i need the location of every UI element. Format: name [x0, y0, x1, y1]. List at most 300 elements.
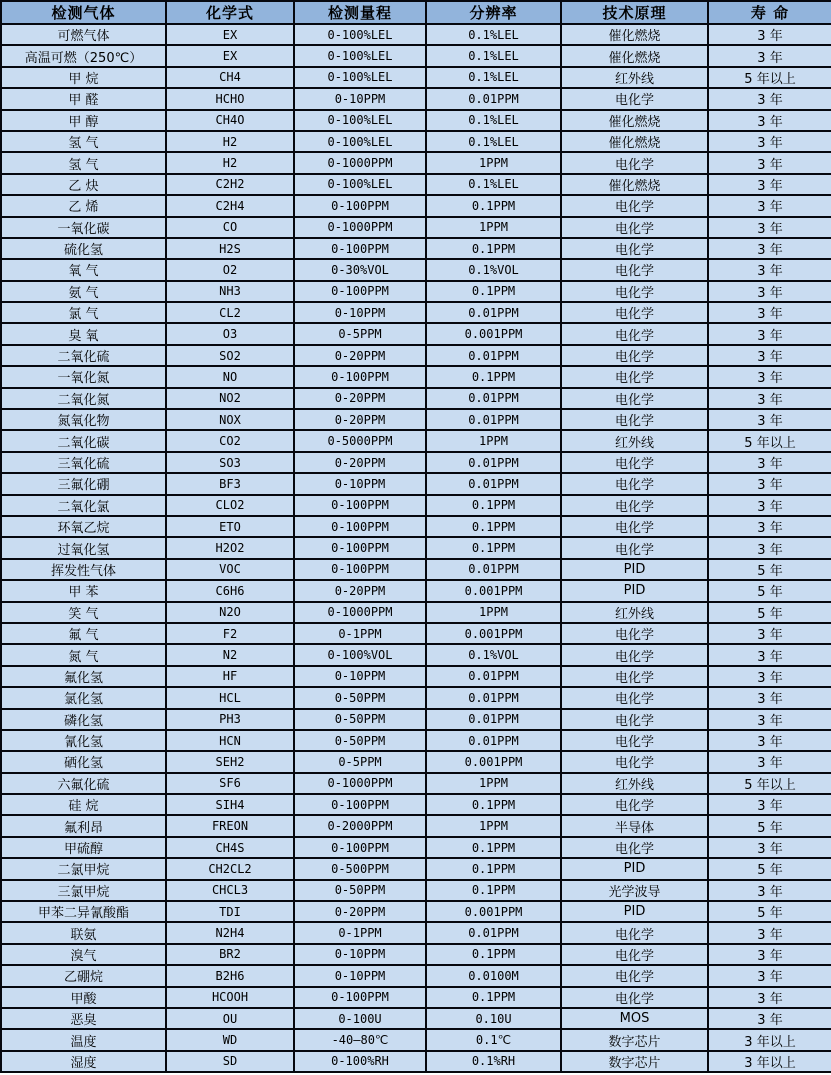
- cell-gas: 硅 烷: [1, 794, 166, 815]
- cell-gas: 一氧化碳: [1, 217, 166, 238]
- column-header-resolution: 分辨率: [426, 1, 561, 24]
- table-header: [1, 1, 831, 24]
- cell-range: 0-100U: [294, 1008, 426, 1029]
- cell-formula: SEH2: [166, 751, 294, 772]
- cell-resolution: 0.01PPM: [426, 687, 561, 708]
- cell-principle: 半导体: [561, 815, 708, 836]
- cell-lifespan: 5 年以上: [708, 67, 831, 88]
- cell-lifespan: 3 年: [708, 281, 831, 302]
- cell-gas: 过氧化氢: [1, 537, 166, 558]
- cell-principle: 催化燃烧: [561, 131, 708, 152]
- cell-formula: H2O2: [166, 537, 294, 558]
- table-row: [1, 67, 831, 88]
- cell-formula: SF6: [166, 773, 294, 794]
- cell-range: 0-100PPM: [294, 195, 426, 216]
- cell-lifespan: 3 年: [708, 880, 831, 901]
- cell-principle: 催化燃烧: [561, 110, 708, 131]
- cell-principle: 电化学: [561, 388, 708, 409]
- cell-principle: 电化学: [561, 452, 708, 473]
- cell-resolution: 1PPM: [426, 602, 561, 623]
- cell-lifespan: 3 年: [708, 751, 831, 772]
- cell-gas: 三氟化硼: [1, 473, 166, 494]
- cell-lifespan: 3 年: [708, 944, 831, 965]
- cell-principle: 红外线: [561, 773, 708, 794]
- cell-formula: CH4O: [166, 110, 294, 131]
- cell-gas: 联氨: [1, 922, 166, 943]
- table-row: [1, 1051, 831, 1072]
- cell-gas: 一氧化氮: [1, 366, 166, 387]
- cell-principle: 电化学: [561, 944, 708, 965]
- cell-range: 0-5000PPM: [294, 430, 426, 451]
- cell-lifespan: 3 年: [708, 687, 831, 708]
- column-header-gas: 检测气体: [1, 1, 166, 24]
- cell-resolution: 0.01PPM: [426, 666, 561, 687]
- cell-gas: 高温可燃（250℃）: [1, 45, 166, 66]
- cell-principle: 电化学: [561, 516, 708, 537]
- cell-formula: HCN: [166, 730, 294, 751]
- cell-lifespan: 3 年: [708, 174, 831, 195]
- cell-lifespan: 3 年: [708, 516, 831, 537]
- cell-lifespan: 3 年: [708, 345, 831, 366]
- cell-principle: 电化学: [561, 366, 708, 387]
- cell-resolution: 0.1PPM: [426, 944, 561, 965]
- cell-formula: HCHO: [166, 88, 294, 109]
- cell-lifespan: 3 年以上: [708, 1029, 831, 1050]
- cell-lifespan: 5 年: [708, 815, 831, 836]
- cell-principle: 电化学: [561, 666, 708, 687]
- cell-lifespan: 3 年: [708, 217, 831, 238]
- cell-resolution: 1PPM: [426, 430, 561, 451]
- table-row: [1, 687, 831, 708]
- cell-range: 0-10PPM: [294, 88, 426, 109]
- cell-gas: 二氧化碳: [1, 430, 166, 451]
- cell-lifespan: 3 年: [708, 388, 831, 409]
- cell-principle: 电化学: [561, 238, 708, 259]
- cell-gas: 氯 气: [1, 302, 166, 323]
- cell-range: 0-10PPM: [294, 944, 426, 965]
- cell-gas: 湿度: [1, 1051, 166, 1072]
- cell-resolution: 0.1PPM: [426, 366, 561, 387]
- table-row: [1, 537, 831, 558]
- cell-gas: 氨 气: [1, 281, 166, 302]
- column-header-formula: 化学式: [166, 1, 294, 24]
- cell-formula: SO2: [166, 345, 294, 366]
- cell-principle: 电化学: [561, 537, 708, 558]
- cell-resolution: 0.01PPM: [426, 709, 561, 730]
- cell-formula: CL2: [166, 302, 294, 323]
- cell-formula: N2H4: [166, 922, 294, 943]
- cell-resolution: 0.01PPM: [426, 473, 561, 494]
- table-row: [1, 131, 831, 152]
- table-row: [1, 709, 831, 730]
- cell-lifespan: 3 年以上: [708, 1051, 831, 1072]
- cell-lifespan: 3 年: [708, 238, 831, 259]
- cell-range: 0-10PPM: [294, 666, 426, 687]
- cell-resolution: 0.1PPM: [426, 281, 561, 302]
- table-row: [1, 323, 831, 344]
- cell-resolution: 0.1PPM: [426, 794, 561, 815]
- cell-formula: C2H2: [166, 174, 294, 195]
- table-row: [1, 259, 831, 280]
- cell-principle: 电化学: [561, 88, 708, 109]
- cell-formula: NO2: [166, 388, 294, 409]
- cell-principle: 电化学: [561, 987, 708, 1008]
- cell-resolution: 0.1PPM: [426, 837, 561, 858]
- cell-resolution: 0.01PPM: [426, 88, 561, 109]
- cell-range: 0-100PPM: [294, 495, 426, 516]
- cell-lifespan: 3 年: [708, 88, 831, 109]
- cell-gas: 二氯甲烷: [1, 858, 166, 879]
- cell-lifespan: 3 年: [708, 644, 831, 665]
- cell-principle: 电化学: [561, 837, 708, 858]
- table-row: [1, 815, 831, 836]
- table-row: [1, 45, 831, 66]
- table-body: [1, 24, 831, 1072]
- cell-formula: EX: [166, 24, 294, 45]
- cell-range: 0-100PPM: [294, 987, 426, 1008]
- cell-resolution: 1PPM: [426, 217, 561, 238]
- cell-resolution: 0.01PPM: [426, 559, 561, 580]
- cell-range: 0-1000PPM: [294, 602, 426, 623]
- cell-principle: 电化学: [561, 794, 708, 815]
- table-row: [1, 366, 831, 387]
- table-row: [1, 666, 831, 687]
- table-row: [1, 152, 831, 173]
- cell-lifespan: 3 年: [708, 473, 831, 494]
- cell-lifespan: 3 年: [708, 730, 831, 751]
- cell-gas: 二氧化硫: [1, 345, 166, 366]
- cell-lifespan: 3 年: [708, 110, 831, 131]
- cell-formula: F2: [166, 623, 294, 644]
- cell-principle: 电化学: [561, 473, 708, 494]
- cell-gas: 恶臭: [1, 1008, 166, 1029]
- cell-resolution: 0.1PPM: [426, 987, 561, 1008]
- table-row: [1, 602, 831, 623]
- cell-range: 0-100%VOL: [294, 644, 426, 665]
- table-row: [1, 409, 831, 430]
- cell-range: 0-100%LEL: [294, 45, 426, 66]
- cell-formula: CLO2: [166, 495, 294, 516]
- cell-principle: 光学波导: [561, 880, 708, 901]
- table-row: [1, 110, 831, 131]
- cell-range: 0-500PPM: [294, 858, 426, 879]
- cell-range: 0-20PPM: [294, 580, 426, 601]
- table-row: [1, 944, 831, 965]
- cell-resolution: 0.1PPM: [426, 858, 561, 879]
- cell-lifespan: 3 年: [708, 366, 831, 387]
- cell-formula: WD: [166, 1029, 294, 1050]
- cell-resolution: 0.1%LEL: [426, 24, 561, 45]
- table-row: [1, 987, 831, 1008]
- cell-range: 0-50PPM: [294, 709, 426, 730]
- cell-gas: 甲 醛: [1, 88, 166, 109]
- table-row: [1, 195, 831, 216]
- table-row: [1, 174, 831, 195]
- cell-gas: 三氯甲烷: [1, 880, 166, 901]
- cell-lifespan: 5 年: [708, 901, 831, 922]
- header-row: [1, 1, 831, 24]
- cell-formula: SO3: [166, 452, 294, 473]
- table-row: [1, 281, 831, 302]
- cell-formula: HF: [166, 666, 294, 687]
- cell-formula: EX: [166, 45, 294, 66]
- table-row: [1, 559, 831, 580]
- cell-gas: 氟利昂: [1, 815, 166, 836]
- cell-resolution: 0.01PPM: [426, 452, 561, 473]
- cell-range: 0-20PPM: [294, 345, 426, 366]
- table-row: [1, 1029, 831, 1050]
- table-row: [1, 516, 831, 537]
- cell-resolution: 0.1%VOL: [426, 259, 561, 280]
- cell-lifespan: 3 年: [708, 922, 831, 943]
- cell-principle: 电化学: [561, 644, 708, 665]
- cell-resolution: 0.1PPM: [426, 880, 561, 901]
- column-header-principle: 技术原理: [561, 1, 708, 24]
- table-row: [1, 88, 831, 109]
- cell-range: 0-5PPM: [294, 323, 426, 344]
- cell-lifespan: 5 年: [708, 559, 831, 580]
- cell-gas: 温度: [1, 1029, 166, 1050]
- cell-formula: VOC: [166, 559, 294, 580]
- cell-resolution: 0.1%LEL: [426, 174, 561, 195]
- cell-range: 0-100PPM: [294, 238, 426, 259]
- cell-resolution: 0.001PPM: [426, 623, 561, 644]
- cell-range: 0-100%LEL: [294, 131, 426, 152]
- cell-lifespan: 3 年: [708, 323, 831, 344]
- cell-formula: O2: [166, 259, 294, 280]
- cell-lifespan: 3 年: [708, 45, 831, 66]
- cell-resolution: 0.001PPM: [426, 323, 561, 344]
- cell-formula: CO2: [166, 430, 294, 451]
- cell-resolution: 0.1%LEL: [426, 45, 561, 66]
- cell-gas: 硫化氢: [1, 238, 166, 259]
- cell-principle: 电化学: [561, 965, 708, 986]
- cell-principle: 催化燃烧: [561, 24, 708, 45]
- cell-resolution: 0.001PPM: [426, 580, 561, 601]
- cell-formula: H2S: [166, 238, 294, 259]
- cell-range: 0-50PPM: [294, 880, 426, 901]
- cell-gas: 甲酸: [1, 987, 166, 1008]
- cell-formula: FREON: [166, 815, 294, 836]
- cell-range: 0-20PPM: [294, 409, 426, 430]
- cell-resolution: 0.01PPM: [426, 388, 561, 409]
- cell-resolution: 0.10U: [426, 1008, 561, 1029]
- cell-range: 0-20PPM: [294, 388, 426, 409]
- cell-lifespan: 3 年: [708, 666, 831, 687]
- cell-resolution: 1PPM: [426, 773, 561, 794]
- cell-lifespan: 3 年: [708, 495, 831, 516]
- table-row: [1, 644, 831, 665]
- cell-principle: 电化学: [561, 281, 708, 302]
- cell-formula: C6H6: [166, 580, 294, 601]
- cell-gas: 二氧化氮: [1, 388, 166, 409]
- cell-lifespan: 3 年: [708, 259, 831, 280]
- cell-lifespan: 3 年: [708, 302, 831, 323]
- cell-gas: 挥发性气体: [1, 559, 166, 580]
- cell-lifespan: 5 年: [708, 858, 831, 879]
- cell-range: 0-100%LEL: [294, 24, 426, 45]
- cell-lifespan: 5 年以上: [708, 430, 831, 451]
- cell-principle: 电化学: [561, 495, 708, 516]
- cell-formula: CO: [166, 217, 294, 238]
- cell-resolution: 0.01PPM: [426, 409, 561, 430]
- cell-range: 0-10PPM: [294, 302, 426, 323]
- column-header-range: 检测量程: [294, 1, 426, 24]
- cell-range: 0-1PPM: [294, 922, 426, 943]
- cell-gas: 乙 烯: [1, 195, 166, 216]
- cell-principle: 红外线: [561, 602, 708, 623]
- cell-principle: 电化学: [561, 623, 708, 644]
- cell-formula: CH4S: [166, 837, 294, 858]
- cell-range: -40—80℃: [294, 1029, 426, 1050]
- cell-resolution: 0.01PPM: [426, 345, 561, 366]
- cell-gas: 乙硼烷: [1, 965, 166, 986]
- cell-formula: N2: [166, 644, 294, 665]
- cell-formula: H2: [166, 131, 294, 152]
- cell-formula: OU: [166, 1008, 294, 1029]
- cell-lifespan: 3 年: [708, 24, 831, 45]
- table-row: [1, 345, 831, 366]
- cell-range: 0-100PPM: [294, 516, 426, 537]
- cell-resolution: 0.1PPM: [426, 238, 561, 259]
- cell-range: 0-100PPM: [294, 794, 426, 815]
- cell-lifespan: 5 年以上: [708, 773, 831, 794]
- cell-formula: CH4: [166, 67, 294, 88]
- cell-formula: SIH4: [166, 794, 294, 815]
- cell-lifespan: 3 年: [708, 195, 831, 216]
- cell-gas: 二氧化氯: [1, 495, 166, 516]
- cell-resolution: 0.01PPM: [426, 302, 561, 323]
- cell-principle: 催化燃烧: [561, 174, 708, 195]
- cell-gas: 臭 氧: [1, 323, 166, 344]
- cell-gas: 氮氧化物: [1, 409, 166, 430]
- cell-resolution: 0.001PPM: [426, 901, 561, 922]
- cell-formula: BF3: [166, 473, 294, 494]
- table-row: [1, 1008, 831, 1029]
- cell-principle: 电化学: [561, 302, 708, 323]
- cell-resolution: 0.001PPM: [426, 751, 561, 772]
- cell-range: 0-1PPM: [294, 623, 426, 644]
- cell-formula: NO: [166, 366, 294, 387]
- cell-range: 0-100PPM: [294, 559, 426, 580]
- cell-range: 0-5PPM: [294, 751, 426, 772]
- table-row: [1, 623, 831, 644]
- table-row: [1, 580, 831, 601]
- cell-principle: 红外线: [561, 67, 708, 88]
- table-row: [1, 24, 831, 45]
- cell-resolution: 0.1%VOL: [426, 644, 561, 665]
- cell-range: 0-100%LEL: [294, 110, 426, 131]
- cell-gas: 环氧乙烷: [1, 516, 166, 537]
- cell-gas: 氢 气: [1, 152, 166, 173]
- cell-resolution: 0.1PPM: [426, 195, 561, 216]
- cell-range: 0-1000PPM: [294, 773, 426, 794]
- cell-resolution: 0.1%RH: [426, 1051, 561, 1072]
- cell-resolution: 1PPM: [426, 815, 561, 836]
- cell-gas: 硒化氢: [1, 751, 166, 772]
- cell-formula: B2H6: [166, 965, 294, 986]
- cell-lifespan: 3 年: [708, 837, 831, 858]
- cell-formula: C2H4: [166, 195, 294, 216]
- cell-range: 0-1000PPM: [294, 152, 426, 173]
- cell-formula: ETO: [166, 516, 294, 537]
- cell-gas: 甲 苯: [1, 580, 166, 601]
- cell-principle: MOS: [561, 1008, 708, 1029]
- cell-gas: 三氧化硫: [1, 452, 166, 473]
- cell-range: 0-50PPM: [294, 730, 426, 751]
- cell-range: 0-100PPM: [294, 281, 426, 302]
- cell-lifespan: 3 年: [708, 623, 831, 644]
- cell-principle: 电化学: [561, 217, 708, 238]
- cell-gas: 甲苯二异氰酸酯: [1, 901, 166, 922]
- cell-lifespan: 3 年: [708, 1008, 831, 1029]
- cell-principle: 电化学: [561, 922, 708, 943]
- cell-range: 0-20PPM: [294, 452, 426, 473]
- table-row: [1, 922, 831, 943]
- table-row: [1, 473, 831, 494]
- cell-formula: O3: [166, 323, 294, 344]
- cell-principle: 电化学: [561, 730, 708, 751]
- cell-gas: 氯化氢: [1, 687, 166, 708]
- cell-gas: 氧 气: [1, 259, 166, 280]
- table-row: [1, 965, 831, 986]
- table-row: [1, 880, 831, 901]
- cell-formula: BR2: [166, 944, 294, 965]
- cell-formula: N2O: [166, 602, 294, 623]
- cell-resolution: 0.1PPM: [426, 516, 561, 537]
- cell-formula: CH2CL2: [166, 858, 294, 879]
- cell-range: 0-2000PPM: [294, 815, 426, 836]
- cell-resolution: 0.0100M: [426, 965, 561, 986]
- cell-formula: NH3: [166, 281, 294, 302]
- table-row: [1, 773, 831, 794]
- cell-formula: CHCL3: [166, 880, 294, 901]
- cell-gas: 乙 炔: [1, 174, 166, 195]
- cell-resolution: 0.1%LEL: [426, 131, 561, 152]
- cell-principle: 电化学: [561, 259, 708, 280]
- cell-range: 0-50PPM: [294, 687, 426, 708]
- cell-range: 0-100%LEL: [294, 67, 426, 88]
- cell-principle: 电化学: [561, 195, 708, 216]
- table-row: [1, 495, 831, 516]
- cell-resolution: 0.1%LEL: [426, 67, 561, 88]
- cell-lifespan: 3 年: [708, 709, 831, 730]
- cell-principle: 电化学: [561, 709, 708, 730]
- table-row: [1, 730, 831, 751]
- cell-formula: HCL: [166, 687, 294, 708]
- cell-lifespan: 3 年: [708, 965, 831, 986]
- cell-lifespan: 3 年: [708, 794, 831, 815]
- cell-principle: 数字芯片: [561, 1051, 708, 1072]
- cell-gas: 甲 醇: [1, 110, 166, 131]
- cell-lifespan: 3 年: [708, 131, 831, 152]
- cell-lifespan: 3 年: [708, 409, 831, 430]
- column-header-lifespan: 寿 命: [708, 1, 831, 24]
- cell-gas: 氟 气: [1, 623, 166, 644]
- cell-resolution: 0.1PPM: [426, 495, 561, 516]
- cell-gas: 氮 气: [1, 644, 166, 665]
- cell-lifespan: 3 年: [708, 537, 831, 558]
- cell-gas: 溴气: [1, 944, 166, 965]
- cell-range: 0-100%LEL: [294, 174, 426, 195]
- table-row: [1, 388, 831, 409]
- cell-resolution: 0.1℃: [426, 1029, 561, 1050]
- cell-gas: 氟化氢: [1, 666, 166, 687]
- cell-range: 0-1000PPM: [294, 217, 426, 238]
- cell-resolution: 0.01PPM: [426, 730, 561, 751]
- cell-lifespan: 3 年: [708, 452, 831, 473]
- cell-gas: 氰化氢: [1, 730, 166, 751]
